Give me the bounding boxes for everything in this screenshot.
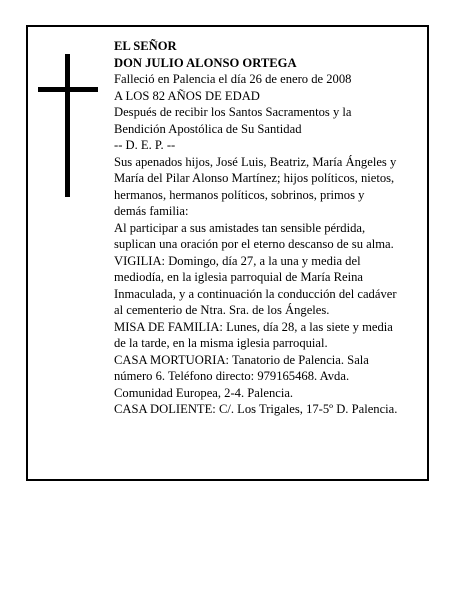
- family-line: hermanos, hermanos políticos, sobrinos, primos y: [114, 187, 365, 202]
- death-date-line: Falleció en Palencia el día 26 de enero de 2008: [114, 72, 352, 86]
- heading-title: EL SEÑOR: [114, 39, 177, 53]
- prayer-request-line: suplican una oración por el eterno descanso de su alma.: [114, 237, 394, 251]
- sacraments-line: Bendición Apostólica de Su Santidad: [114, 121, 302, 136]
- deceased-name: DON JULIO ALONSO ORTEGA: [114, 55, 297, 70]
- latin-cross-icon: [38, 54, 98, 197]
- family-line: Sus apenados hijos, José Luis, Beatriz, María Ángeles y: [114, 154, 397, 169]
- funeral-home-line: CASA MORTUORIA: Tanatorio de Palencia. Sala: [114, 352, 369, 367]
- rip-line: -- D. E. P. --: [114, 138, 176, 152]
- family-line: María del Pilar Alonso Martínez; hijos políticos, nietos,: [114, 171, 395, 185]
- mourning-house-line: CASA DOLIENTE: C/. Los Trigales, 17-5º D. Palencia.: [114, 402, 398, 416]
- sacraments-line: Después de recibir los Santos Sacramentos y la: [114, 105, 352, 119]
- vigil-line: VIGILIA: Domingo, día 27, a la una y media del: [114, 253, 361, 268]
- family-line: demás familia:: [114, 204, 189, 218]
- age-line: A LOS 82 AÑOS DE EDAD: [114, 88, 260, 103]
- funeral-home-line: número 6. Teléfono directo: 979165468. Avda.: [114, 369, 350, 383]
- family-mass-line: MISA DE FAMILIA: Lunes, día 28, a las siete y media: [114, 319, 393, 334]
- vigil-line: Inmaculada, y a continuación la conducción del cadáver: [114, 286, 397, 301]
- family-mass-line: de la tarde, en la misma iglesia parroquial.: [114, 336, 328, 350]
- prayer-request-line: Al participar a sus amistades tan sensible pérdida,: [114, 220, 366, 235]
- obituary-text: [114, 38, 426, 418]
- vigil-line: al cementerio de Ntra. Sra. de los Ángeles.: [114, 303, 330, 317]
- vigil-line: mediodía, en la iglesia parroquial de María Reina: [114, 270, 363, 284]
- funeral-home-line: Comunidad Europea, 2-4. Palencia.: [114, 385, 294, 400]
